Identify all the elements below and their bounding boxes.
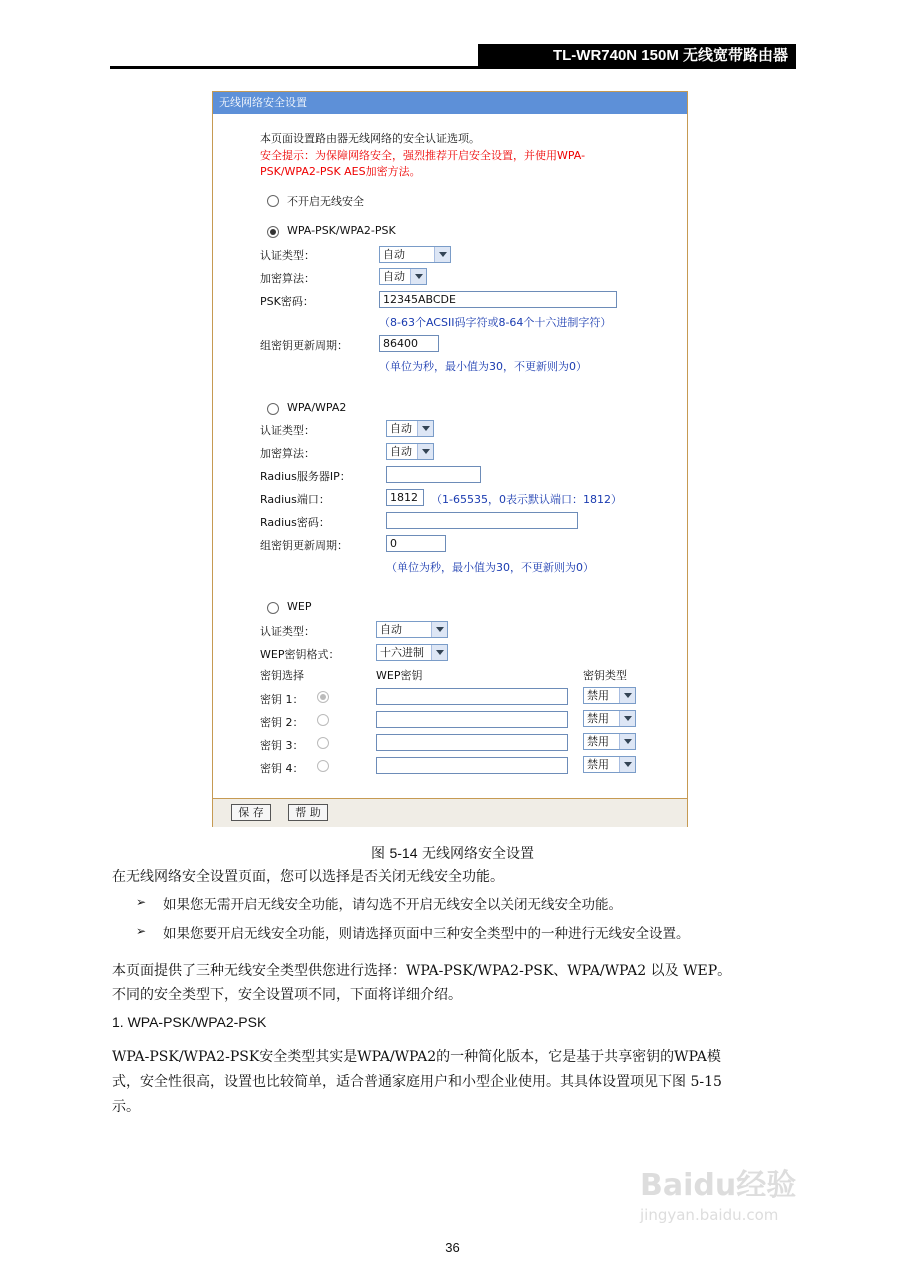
psk-auth-value: 自动 xyxy=(383,248,405,261)
wireless-security-panel xyxy=(212,91,688,827)
wpa-enc-select[interactable] xyxy=(386,443,434,460)
radio-wpa[interactable] xyxy=(267,403,279,415)
wep-key4-type-value: 禁用 xyxy=(587,758,609,771)
paragraph-2-line1: 本页面提供了三种无线安全类型供您进行选择：WPA-PSK/WPA2-PSK、WPA/WPA2 以及 WEP。 xyxy=(112,963,732,979)
chevron-down-icon xyxy=(417,421,433,436)
wep-key1-label: 密钥 1： xyxy=(260,693,304,706)
chevron-down-icon xyxy=(619,711,635,726)
wpa-radius-ip-input[interactable] xyxy=(386,466,481,483)
psk-enc-select[interactable] xyxy=(379,268,427,285)
wep-key2-input[interactable] xyxy=(376,711,568,728)
psk-auth-label: 认证类型： xyxy=(260,249,315,262)
wep-key4-radio[interactable] xyxy=(317,760,329,772)
wep-format-label: WEP密钥格式： xyxy=(260,648,340,661)
radio-wep[interactable] xyxy=(267,602,279,614)
option-wep-label: WEP xyxy=(287,600,312,613)
bullet-arrow-icon: ➢ xyxy=(136,924,147,938)
wpa-enc-value: 自动 xyxy=(390,445,412,458)
wep-key4-label: 密钥 4： xyxy=(260,762,304,775)
radio-no-security[interactable] xyxy=(267,195,279,207)
wep-format-select[interactable] xyxy=(376,644,448,661)
psk-auth-select[interactable] xyxy=(379,246,451,263)
paragraph-2-line2: 不同的安全类型下，安全设置项不同，下面将详细介绍。 xyxy=(112,987,462,1003)
figure-caption xyxy=(0,843,905,863)
radio-wpa-psk[interactable] xyxy=(267,226,279,238)
wep-key1-type-value: 禁用 xyxy=(587,689,609,702)
intro-text: 本页面设置路由器无线网络的安全认证选项。 xyxy=(260,132,480,145)
wep-key2-type-select[interactable] xyxy=(583,710,636,727)
wep-key4-type-select[interactable] xyxy=(583,756,636,773)
wep-key2-label: 密钥 2： xyxy=(260,716,304,729)
psk-key-hint: （8-63个ACSII码字符或8-64个十六进制字符） xyxy=(379,316,612,329)
wep-key3-radio[interactable] xyxy=(317,737,329,749)
wep-key1-radio[interactable] xyxy=(317,691,329,703)
section-heading: 1. WPA-PSK/WPA2-PSK xyxy=(112,1014,267,1030)
wep-col-type: 密钥类型 xyxy=(583,669,627,682)
bullet-2: 如果您要开启无线安全功能，则请选择页面中三种安全类型中的一种进行无线安全设置。 xyxy=(163,926,690,942)
chevron-down-icon xyxy=(431,645,447,660)
wpa-renew-label: 组密钥更新周期： xyxy=(260,539,348,552)
paragraph-3-line1: WPA-PSK/WPA2-PSK安全类型其实是WPA/WPA2的一种简化版本，它是基于共享密钥的WPA模 xyxy=(112,1049,721,1065)
wpa-auth-value: 自动 xyxy=(390,422,412,435)
chevron-down-icon xyxy=(619,734,635,749)
caption-prefix: 图 xyxy=(371,846,390,862)
bullet-arrow-icon: ➢ xyxy=(136,895,147,909)
wep-key4-input[interactable] xyxy=(376,757,568,774)
paragraph-1: 在无线网络安全设置页面，您可以选择是否关闭无线安全功能。 xyxy=(112,869,504,885)
wpa-radius-ip-label: Radius服务器IP： xyxy=(260,470,351,483)
watermark-url: jingyan.baidu.com xyxy=(640,1206,779,1224)
chevron-down-icon xyxy=(619,757,635,772)
psk-renew-label: 组密钥更新周期： xyxy=(260,339,348,352)
wpa-auth-select[interactable] xyxy=(386,420,434,437)
chevron-down-icon xyxy=(417,444,433,459)
caption-text: 无线网络安全设置 xyxy=(417,846,534,862)
security-tip-line1: 安全提示：为保障网络安全，强烈推荐开启安全设置，并使用WPA- xyxy=(260,149,586,162)
bullet-1: 如果您无需开启无线安全功能，请勾选不开启无线安全以关闭无线安全功能。 xyxy=(163,897,622,913)
chevron-down-icon xyxy=(410,269,426,284)
header-title: TL-WR740N 150M 无线宽带路由器 xyxy=(552,47,788,64)
option-no-security-label: 不开启无线安全 xyxy=(287,195,364,208)
wpa-radius-port-hint: （1-65535，0表示默认端口：1812） xyxy=(431,493,622,506)
wep-col-key: WEP密钥 xyxy=(376,669,423,682)
wep-auth-label: 认证类型： xyxy=(260,625,315,638)
wep-key3-label: 密钥 3： xyxy=(260,739,304,752)
paragraph-3-line3: 示。 xyxy=(112,1099,140,1115)
wep-format-value: 十六进制 xyxy=(380,646,424,659)
wpa-renew-input[interactable]: 0 xyxy=(386,535,446,552)
psk-renew-hint: （单位为秒，最小值为30，不更新则为0） xyxy=(379,360,587,373)
panel-title: 无线网络安全设置 xyxy=(213,92,687,114)
wpa-auth-label: 认证类型： xyxy=(260,424,315,437)
wpa-radius-pwd-label: Radius密码： xyxy=(260,516,330,529)
security-tip-line2: PSK/WPA2-PSK AES加密方法。 xyxy=(260,165,421,178)
panel-footer xyxy=(213,798,687,827)
wep-key2-radio[interactable] xyxy=(317,714,329,726)
page-number: 36 xyxy=(445,1240,460,1255)
wpa-radius-port-label: Radius端口： xyxy=(260,493,330,506)
wep-auth-value: 自动 xyxy=(380,623,402,636)
wep-key3-type-value: 禁用 xyxy=(587,735,609,748)
save-button[interactable]: 保 存 xyxy=(231,804,271,821)
wep-key1-type-select[interactable] xyxy=(583,687,636,704)
chevron-down-icon xyxy=(434,247,450,262)
watermark-brand: Baidu经验 xyxy=(640,1168,797,1203)
chevron-down-icon xyxy=(619,688,635,703)
help-button[interactable]: 帮 助 xyxy=(288,804,328,821)
wpa-radius-port-input[interactable]: 1812 xyxy=(386,489,424,506)
caption-number: 5-14 xyxy=(389,845,418,861)
baidu-watermark xyxy=(640,1160,796,1224)
wep-key3-input[interactable] xyxy=(376,734,568,751)
wep-col-select: 密钥选择 xyxy=(260,669,304,682)
option-wpa-label: WPA/WPA2 xyxy=(287,401,347,414)
wep-key1-input[interactable] xyxy=(376,688,568,705)
wep-key2-type-value: 禁用 xyxy=(587,712,609,725)
wpa-renew-hint: （单位为秒，最小值为30，不更新则为0） xyxy=(386,561,594,574)
psk-renew-input[interactable]: 86400 xyxy=(379,335,439,352)
option-wpa-psk-label: WPA-PSK/WPA2-PSK xyxy=(287,224,396,237)
wpa-radius-pwd-input[interactable] xyxy=(386,512,578,529)
wpa-enc-label: 加密算法： xyxy=(260,447,315,460)
psk-enc-label: 加密算法： xyxy=(260,272,315,285)
chevron-down-icon xyxy=(431,622,447,637)
paragraph-3-line2: 式，安全性很高，设置也比较简单，适合普通家庭用户和小型企业使用。其具体设置项见下图 5-15 xyxy=(112,1074,722,1090)
psk-key-input[interactable]: 12345ABCDE xyxy=(379,291,617,308)
wep-auth-select[interactable] xyxy=(376,621,448,638)
wep-key3-type-select[interactable] xyxy=(583,733,636,750)
psk-enc-value: 自动 xyxy=(383,270,405,283)
psk-key-label: PSK密码： xyxy=(260,295,314,308)
